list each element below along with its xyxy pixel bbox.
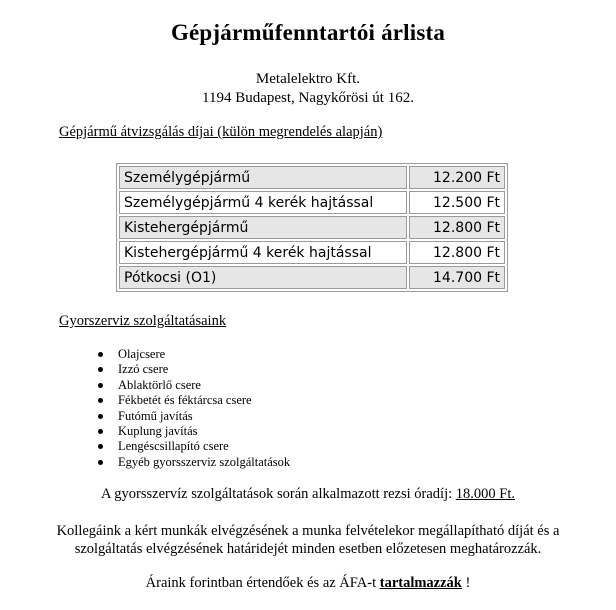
- table-row: [119, 266, 505, 289]
- table-row: [119, 216, 505, 239]
- price-table: [116, 163, 508, 292]
- footer-text: Áraink forintban értendőek és az ÁFA-t: [145, 575, 380, 591]
- footer-end: !: [461, 575, 471, 591]
- company-name: Metalelektro Kft.: [255, 71, 361, 87]
- list-item: Izzó csere: [98, 362, 290, 377]
- company-address: 1194 Budapest, Nagykőrösi út 162.: [202, 90, 414, 106]
- vehicle-type: Személygépjármű: [119, 166, 407, 189]
- list-item: Kuplung javítás: [98, 424, 290, 439]
- hourly-rate-amount: 18.000 Ft.: [455, 486, 515, 502]
- footer-note: [0, 575, 616, 592]
- vehicle-price: 12.500 Ft: [409, 191, 505, 214]
- vehicle-type: Személygépjármű 4 kerék hajtással: [119, 191, 407, 214]
- vehicle-price: 12.800 Ft: [409, 241, 505, 264]
- list-item: Futómű javítás: [98, 409, 290, 424]
- hourly-rate-text: A gyorsszervíz szolgáltatások során alkalmazott rezsi óradíj:: [101, 486, 456, 502]
- table-row: [119, 166, 505, 189]
- list-item: Lengéscsillapító csere: [98, 439, 290, 454]
- services-list: [98, 347, 290, 470]
- vehicle-type: Kistehergépjármű: [119, 216, 407, 239]
- list-item: Ablaktörlő csere: [98, 378, 290, 393]
- vehicle-type: Kistehergépjármű 4 kerék hajtással: [119, 241, 407, 264]
- vehicle-type: Pótkocsi (O1): [119, 266, 407, 289]
- page-title: Gépjárműfenntartói árlista: [170, 20, 446, 45]
- table-row: [119, 241, 505, 264]
- footer-emphasis: tartalmazzák: [379, 575, 462, 591]
- pricing-note: Kollegáink a kért munkák elvégzésének a munka felvételekor megállapítható díját és a szolgáltatás elvégzésének határidejét minden esetben előzetesen meghatározzák.: [56, 523, 560, 557]
- list-item: Fékbetét és féktárcsa csere: [98, 393, 290, 408]
- hourly-rate: [0, 486, 616, 503]
- vehicle-price: 14.700 Ft: [409, 266, 505, 289]
- list-item: Olajcsere: [98, 347, 290, 362]
- company-info: [0, 70, 616, 108]
- vehicle-price: 12.800 Ft: [409, 216, 505, 239]
- inspection-heading: Gépjármű átvizsgálás díjai (külön megrendelés alapján): [59, 124, 383, 140]
- services-heading: Gyorszerviz szolgáltatásaink: [59, 313, 227, 329]
- list-item: Egyéb gyorsszerviz szolgáltatások: [98, 455, 290, 470]
- vehicle-price: 12.200 Ft: [409, 166, 505, 189]
- table-row: [119, 191, 505, 214]
